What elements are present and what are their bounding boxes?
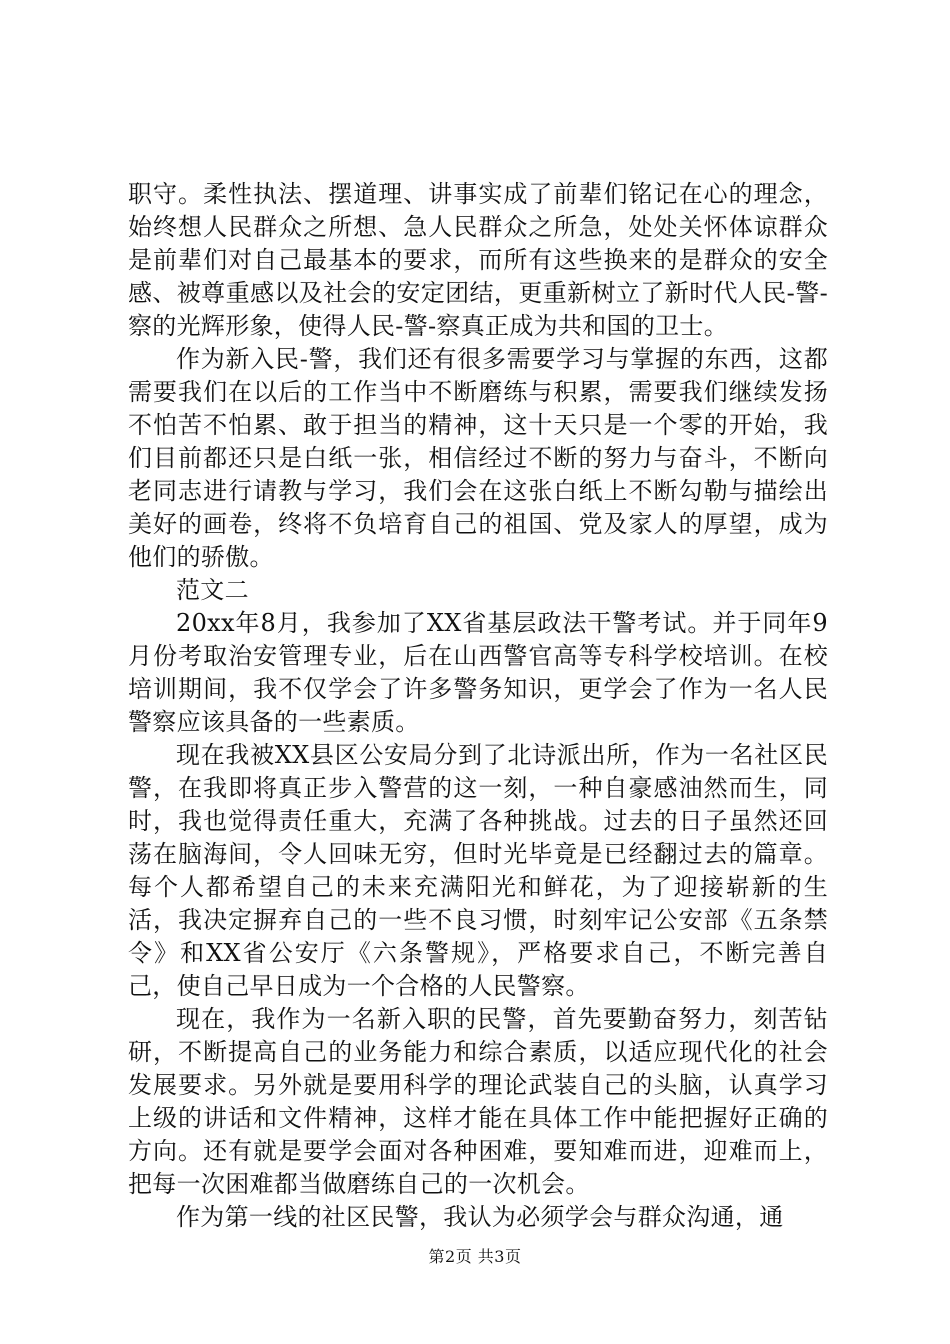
paragraph: 职守。柔性执法、摆道理、讲事实成了前辈们铭记在心的理念，始终想人民群众之所想、急人民群众之所急，处处关怀体谅群众是前辈们对自己最基本的要求，而所有这些换来的是群众的安全感、被尊重感以及社会的安定团结，更重新树立了新时代人民-警-察的光辉形象，使得人民-警-察真正成为共和国的卫士。 (128, 180, 828, 340)
paragraph: 20xx年8月，我参加了XX省基层政法干警考试。并于同年9月份考取治安管理专业，后在山西警官高等专科学校培训。在校培训期间，我不仅学会了许多警务知识，更学会了作为一名人民警察应该具备的一些素质。 (128, 609, 828, 736)
page-number-footer: 第2页 共3页 (428, 1247, 522, 1266)
document-body (128, 178, 828, 1234)
section-heading: 范文二 (176, 576, 249, 604)
paragraph: 作为第一线的社区民警，我认为必须学会与群众沟通，通 (176, 1203, 784, 1231)
paragraph: 现在，我作为一名新入职的民警，首先要勤奋努力，刻苦钻研，不断提高自己的业务能力和综合素质，以适应现代化的社会发展要求。另外就是要用科学的理论武装自己的头脑，认真学习上级的讲话和文件精神，这样才能在具体工作中能把握好正确的方向。还有就是要学会面对各种困难，要知难而进，迎难而上，把每一次困难都当做磨练自己的一次机会。 (128, 1005, 828, 1198)
paragraph: 作为新入民-警，我们还有很多需要学习与掌握的东西，这都需要我们在以后的工作当中不断磨练与积累，需要我们继续发扬不怕苦不怕累、敢于担当的精神，这十天只是一个零的开始，我们目前都还只是白纸一张，相信经过不断的努力与奋斗，不断向老同志进行请教与学习，我们会在这张白纸上不断勾勒与描绘出美好的画卷，终将不负培育自己的祖国、党及家人的厚望，成为他们的骄傲。 (128, 345, 828, 571)
paragraph: 现在我被XX县区公安局分到了北诗派出所，作为一名社区民警，在我即将真正步入警营的这一刻，一种自豪感油然而生，同时，我也觉得责任重大，充满了各种挑战。过去的日子虽然还回荡在脑海间，令人回味无穷，但时光毕竟是已经翻过去的篇章。每个人都希望自己的未来充满阳光和鲜花，为了迎接崭新的生活，我决定摒弃自己的一些不良习惯，时刻牢记公安部《五条禁令》和XX省公安厅《六条警规》，严格要求自己，不断完善自己，使自己早日成为一个合格的人民警察。 (128, 741, 828, 1000)
